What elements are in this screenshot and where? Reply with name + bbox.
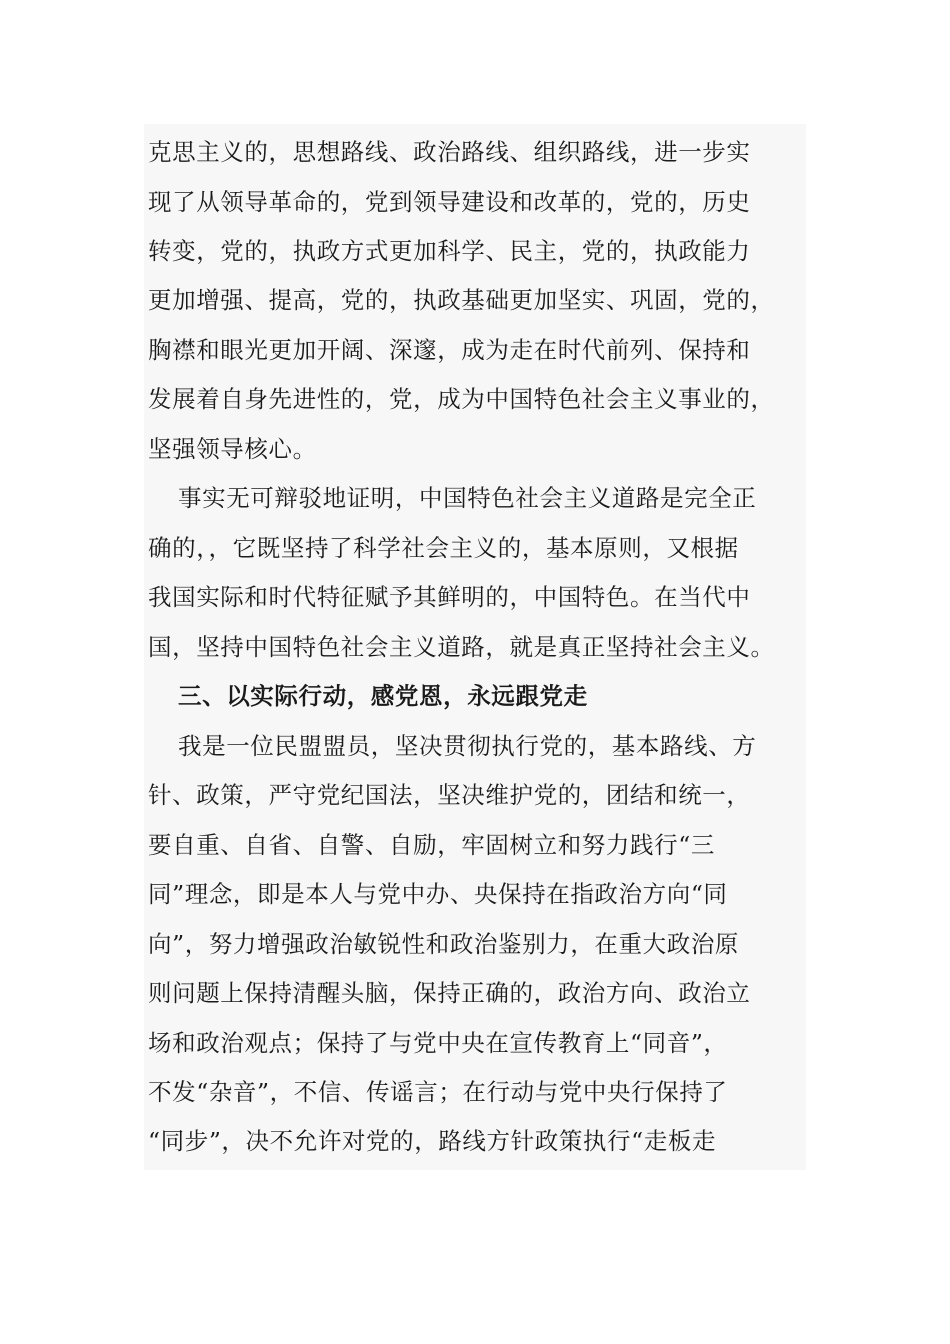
section-heading: 三、以实际行动，感党恩，永远跟党走	[178, 682, 588, 710]
text-line: “同步”，决不允许对党的，路线方针政策执行“走板走	[148, 1127, 717, 1155]
text-line: 发展着自身先进性的，党，成为中国特色社会主义事业的，	[148, 385, 775, 413]
text-line: 针、政策，严守党纪国法，坚决维护党的，团结和统一，	[148, 781, 751, 809]
text-line: 更加增强、提高，党的，执政基础更加坚实、巩固，党的，	[148, 286, 775, 314]
text-line: 克思主义的，思想路线、政治路线、组织路线，进一步实	[148, 138, 751, 166]
text-line: 胸襟和眼光更加开阔、深邃，成为走在时代前列、保持和	[148, 336, 751, 364]
text-line: 坚强领导核心。	[148, 435, 317, 463]
text-line: 现了从领导革命的，党到领导建设和改革的，党的，历史	[148, 188, 751, 216]
text-line: 同”理念，即是本人与党中办、央保持在指政治方向“同	[148, 880, 728, 908]
paragraph-first-line: 我是一位民盟盟员，坚决贯彻执行党的，基本路线、方	[178, 732, 757, 760]
text-line: 确的，，它既坚持了科学社会主义的，基本原则，又根据	[148, 534, 739, 562]
text-line: 则问题上保持清醒头脑，保持正确的，政治方向、政治立	[148, 979, 751, 1007]
text-line: 转变，党的，执政方式更加科学、民主，党的，执政能力	[148, 237, 751, 265]
paragraph-first-line: 事实无可辩驳地证明，中国特色社会主义道路是完全正	[178, 484, 757, 512]
text-line: 要自重、自省、自警、自励，牢固树立和努力践行“三	[148, 831, 715, 859]
text-line: 我国实际和时代特征赋予其鲜明的，中国特色。在当代中	[148, 583, 751, 611]
text-line: 国，坚持中国特色社会主义道路，就是真正坚持社会主义。	[148, 633, 775, 661]
text-line: 不发“杂音”，不信、传谣言；在行动与党中央行保持了	[148, 1078, 728, 1106]
document-text-block	[144, 124, 806, 1170]
text-line: 场和政治观点；保持了与党中央在宣传教育上“同音”，	[148, 1029, 728, 1057]
text-line: 向”，努力增强政治敏锐性和政治鉴别力，在重大政治原	[148, 930, 740, 958]
